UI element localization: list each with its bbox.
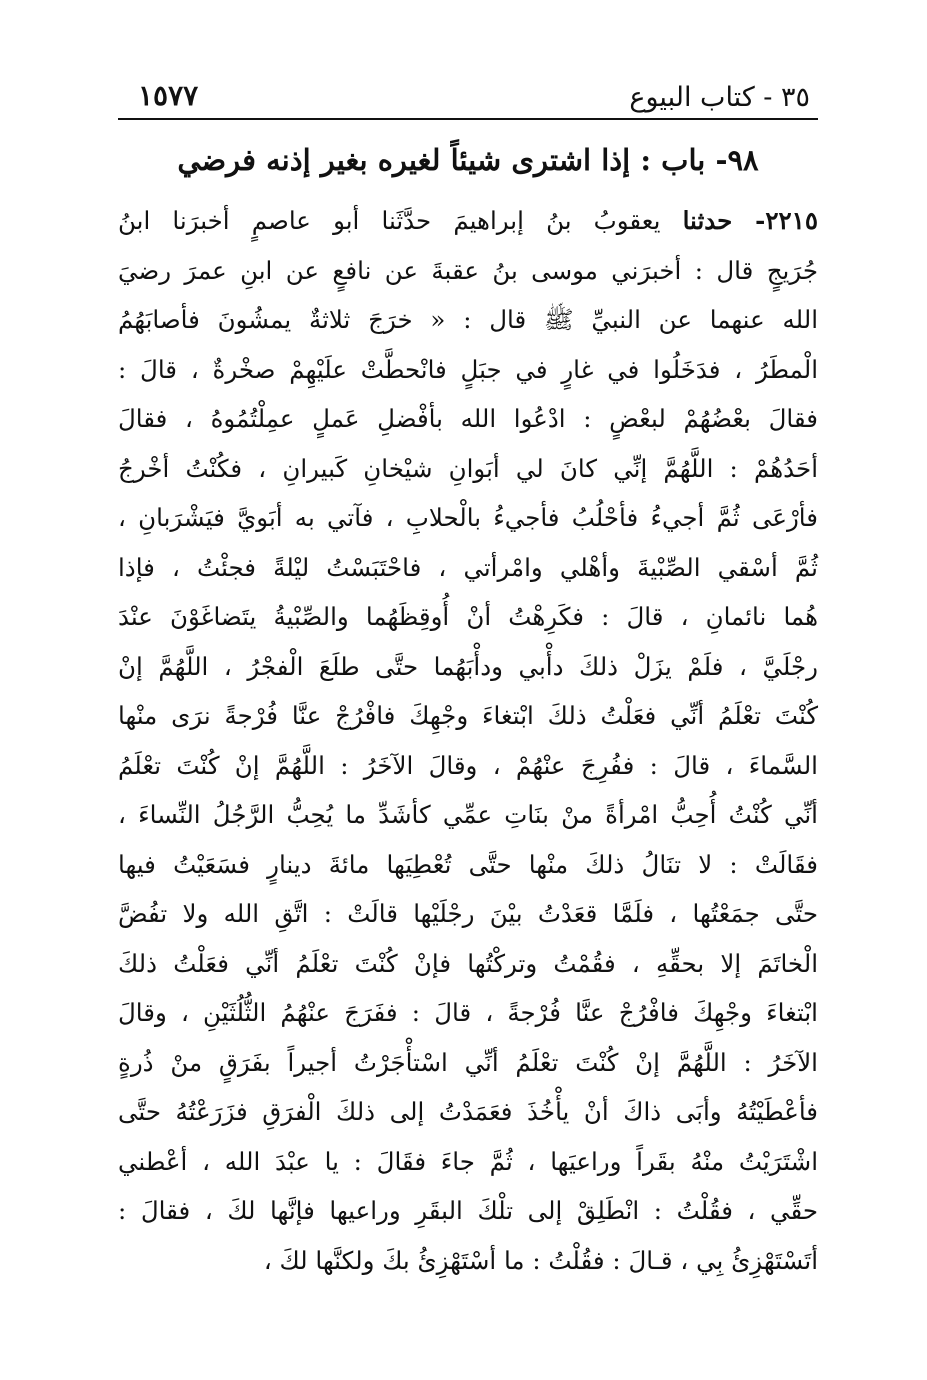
- hadith-line: حقِّي ، فقُلْتُ : انْطَلِقْ إلى تلْكَ البقَرِ وراعيها فإنَّها لكَ ، فقالَ :: [118, 1196, 818, 1225]
- hadith-text: [118, 196, 818, 1285]
- hadith-line: الْمطَرُ ، فدَخَلُوا في غارٍ في جبَلٍ فانْحطَّتْ علَيْهِمْ صخْرةٌ ، قالَ :: [118, 354, 818, 384]
- running-header: [118, 72, 818, 120]
- hadith-line: الله عنهما عن النبيِّ ﷺ قال : « خرَجَ ثلاثةٌ يمشُونَ فأصابَهُمُ: [118, 305, 818, 334]
- hadith-line: أحَدُهُمْ : اللَّهُمَّ إنِّي كانَ لي أبَوانِ شيْخانِ كَبيرانِ ، فكُنْتُ أخْرجُ: [118, 453, 818, 483]
- hadith-line: كُنْتَ تعْلَمُ أنِّي فعَلْتُ ذلكَ ابْتغاءَ وجْهِكَ فافْرُجْ عنَّا فُرْجةً نرَى منْها: [118, 701, 818, 730]
- hadith-line: حتَّى جمَعْتُها ، فلَمَّا قعَدْتُ بيْنَ رجْلَيْها قالَتْ : اتَّقِ الله ولا تفُضَّ: [118, 899, 818, 928]
- hadith-line: السَّماءَ ، قالَ : ففُرِجَ عنْهُمْ ، وقالَ الآخَرُ : اللَّهُمَّ إنْ كُنْتَ تعْلَمُ: [118, 750, 818, 780]
- hadith-line: ٢٢١٥- حدثنا يعقوبُ بنُ إبراهيمَ حدَّثَنا أبو عاصمٍ أخبرَنا ابنُ: [118, 206, 818, 235]
- hadith-line: أتَسْتَهْزِئُ بِي ، قـالَ : فقُلْتُ : ما أسْتَهْزِئُ بكَ ولكنَّها لكَ ،: [263, 1245, 818, 1275]
- hadith-line: فأعْطَيْتُهُ وأبَى ذاكَ أنْ يأْخُذَ فعَمَدْتُ إلى ذلكَ الْفرَقِ فزَرَعْتُهُ حتَّى: [118, 1097, 818, 1126]
- hadith-line: فقالَ بعْضُهُمْ لبعْضٍ : ادْعُوا الله بأفْضلِ عَملٍ عمِلْتُمُوهُ ، فقالَ: [118, 404, 818, 433]
- header-page-number: ١٥٧٧: [138, 79, 199, 112]
- hadith-line: فأرْعَى ثُمَّ أجيءُ فأحْلُبُ فأجيءُ بالْحلابِ ، فآتي به أبَويَّ فيَشْرَبانِ ،: [118, 503, 818, 532]
- header-chapter-title: ٣٥ - كتاب البيوع: [629, 82, 810, 113]
- section-heading: ٩٨- باب : إذا اشترى شيئاً لغيره بغير إذنه فرضي: [177, 143, 759, 177]
- hadith-line: رجْلَيَّ ، فلَمْ يزَلْ ذلكَ دأْبي ودأْبَهُما حتَّى طلَعَ الْفجْرُ ، اللَّهُمَّ إنْ: [118, 651, 818, 681]
- hadith-line: ثُمَّ أسْقي الصِّبْيةَ وأهْلي وامْرأتي ، فاحْتَبَسْتُ ليْلةً فجئْتُ ، فإذا: [118, 552, 818, 582]
- hadith-line: اشْتَرَيْتُ منْهُ بقَراً وراعيَها ، ثُمَّ جاءَ فقَالَ : يا عبْدَ الله ، أعْطني: [118, 1146, 818, 1176]
- hadith-line: هُما نائمانِ ، قالَ : فكَرِهْتُ أنْ أُوقِظَهُما والصِّبْيةُ يتَضاغَوْنَ عنْدَ: [118, 602, 818, 631]
- hadith-line: ابْتغاءَ وجْهِكَ فافْرُجْ عنَّا فُرْجةً ، قالَ : ففَرَجَ عنْهُمُ الثُّلُثَيْنِ ، وقالَ: [118, 998, 818, 1027]
- hadith-number: ٢٢١٥- حدثنا: [682, 206, 818, 235]
- hadith-line: الْخاتَمَ إلا بحقِّهِ ، فقُمْتُ وتركْتُها فإنْ كُنْتَ تعْلَمُ أنِّي فعَلْتُ ذلكَ: [118, 948, 818, 978]
- document-page: [118, 72, 818, 1285]
- hadith-line: أنِّي كُنْتُ أُحِبُّ امْرأةً منْ بنَاتِ عمِّي كأشَدِّ ما يُحِبُّ الرَّجُلُ النِّساءَ ،: [118, 800, 818, 829]
- hadith-line: فقَالَتْ : لا تنَالُ ذلكَ منْها حتَّى تُعْطِيَها مائةَ دينارٍ فسَعَيْتُ فيها: [118, 849, 818, 879]
- hadith-line: الآخَرُ : اللَّهُمَّ إنْ كُنْتَ تعْلَمُ أنِّي اسْتأْجَرْتُ أجيراً بفَرَقٍ منْ ذُرةٍ: [118, 1047, 818, 1077]
- hadith-line: جُرَيجٍ قال : أخبرَني موسى بنُ عقبةَ عن نافعٍ عن ابنِ عمرَ رضيَ: [118, 255, 818, 285]
